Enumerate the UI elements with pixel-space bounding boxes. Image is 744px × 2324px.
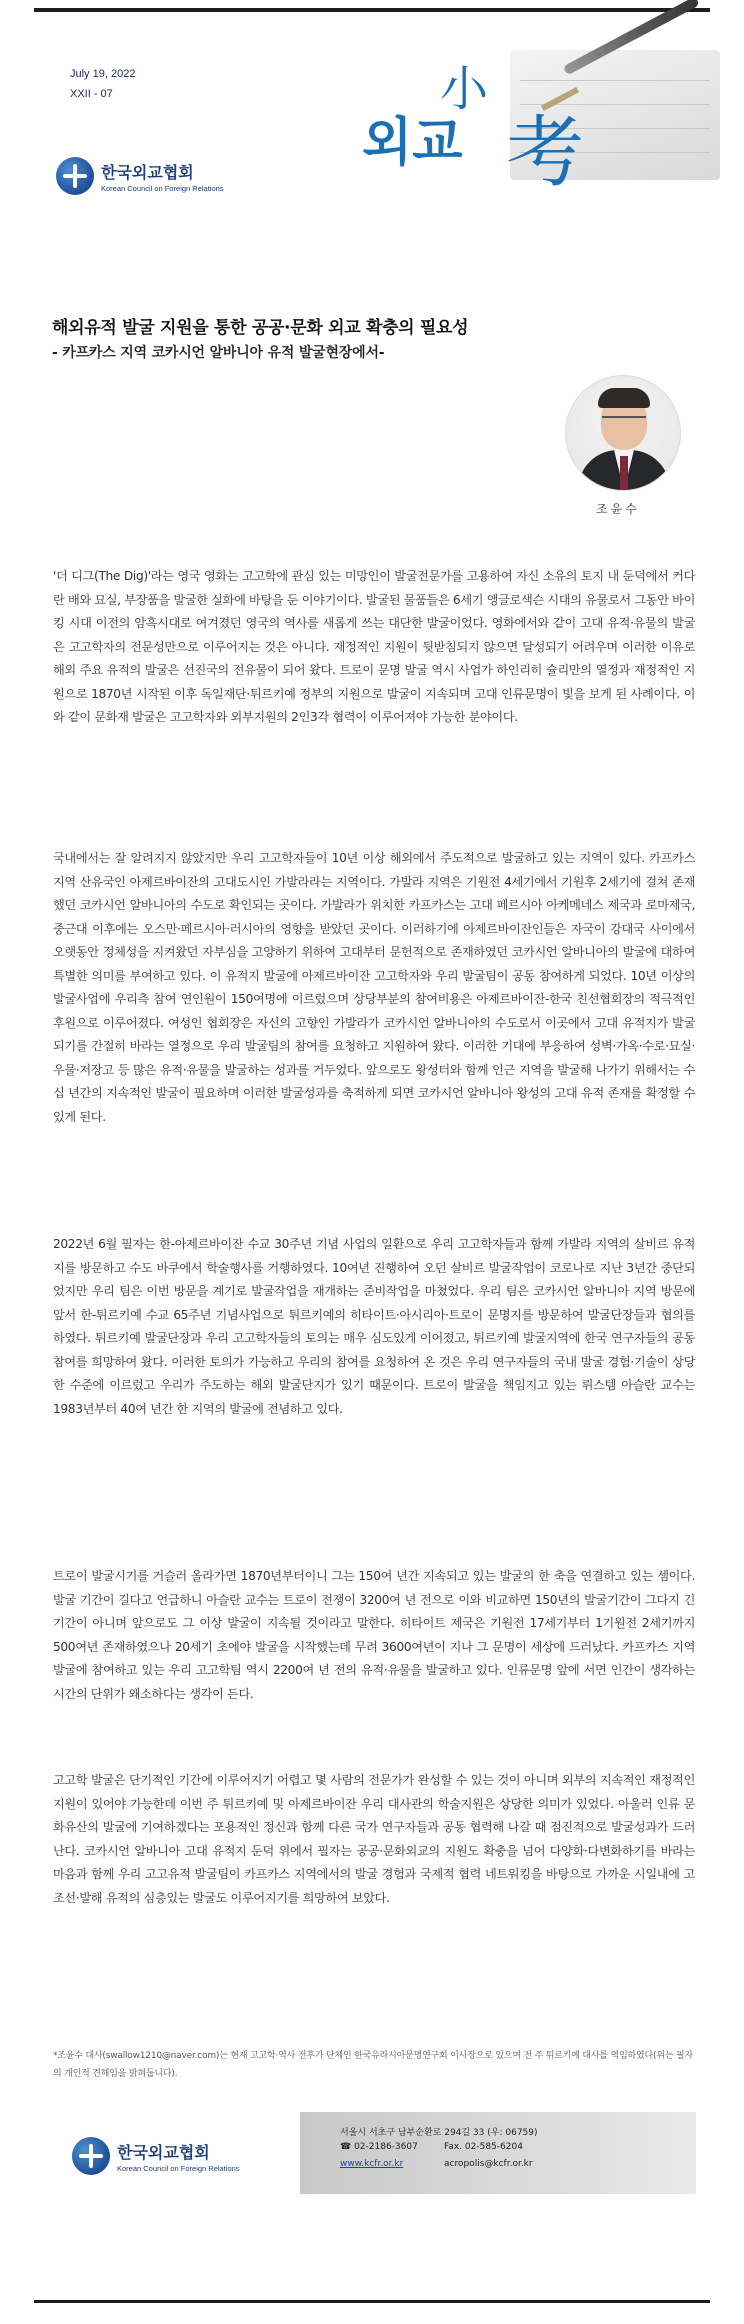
masthead (340, 40, 720, 200)
body-paragraph: '더 디그(The Dig)'라는 영국 영화는 고고학에 관심 있는 미망인이 발굴전문가를 고용하여 자신 소유의 토지 내 둔덕에서 커다란 배와 묘실, 부장품을 발굴한 실화에 바탕을 둔 이야기이다. 발굴된 물품들은 6세기 앵글로색슨 시대의 유물로서 그동안 바이킹 시대 이전의 암흑시대로 여겨졌던 영국의 역사를 새롭게 쓰는 대단한 발굴이었다. 영화에서와 같이 고대 유적·유물의 발굴은 고고학자의 전문성만으로 이루어지는 것은 아니다. 재정적인 지원이 뒷받침되지 않으면 달성되기 어려우며 이러한 이유로 해외 주요 유적의 발굴은 선진국의 전유물이 되어 왔다. 트로이 문명 발굴 역시 사업가 하인리히 슐리만의 열정과 재정적인 지원으로 1870년 시작된 이후 독일재단·튀르키예 정부의 지원으로 발굴이 지속되며 고대 인류문명이 빛을 보게 된 사례이다. 이와 같이 문화재 발굴은 고고학자와 외부지원의 2인3각 협력이 이루어져야 가능한 분야이다. (53, 569, 695, 724)
issue-number: XXII - 07 (70, 88, 113, 100)
footer-phone: ☎ 02-2186-3607 (340, 2142, 418, 2152)
footer-website-link[interactable]: www.kcfr.or.kr (340, 2159, 404, 2169)
footer-email: acropolis@kcfr.or.kr (444, 2159, 533, 2169)
org-name-ko: 한국외교협회 (101, 162, 194, 182)
masthead-small-char: 小 (440, 61, 489, 117)
issue-date: July 19, 2022 (70, 68, 136, 80)
org-logo (56, 154, 316, 198)
footer-address: 서울시 서초구 남부순환로 294길 33 (우: 06759) (340, 2128, 538, 2138)
org-name-en: Korean Council on Foreign Relations (117, 2163, 240, 2173)
org-name-en: Korean Council on Foreign Relations (101, 183, 224, 193)
body-paragraph: 트로이 발굴시기를 거슬러 올라가면 1870년부터이니 그는 150여 년간 지속되고 있는 발굴의 한 축을 연결하고 있는 셈이다. 발굴 기간이 길다고 언급하니 아슬란 교수는 트로이 전쟁이 3200여 년 전으로 이와 비교하면 150년의 발굴기간이 그다지 긴 기간이 아니며 앞으로도 그 이상 발굴이 지속될 것이라고 말한다. 히타이트 제국은 기원전 17세기부터 1기원전 2세기까지 500여년 존재하였으나 20세기 초에야 발굴을 시작했는데 무려 3600여년이 지나 그 문명이 세상에 드러났다. 카프카스 지역 발굴에 참여하고 있는 우리 고고학팀 역시 2200여 년 전의 유적·유물을 발굴하고 있다. 인류문명 앞에 서면 인간이 생각하는 시간의 단위가 왜소하다는 생각이 든다. (53, 1569, 695, 1701)
paper-line (520, 80, 710, 81)
author-photo (565, 375, 681, 491)
article-subtitle: - 카프카스 지역 코카시언 알바니아 유적 발굴현장에서- (52, 345, 385, 361)
author-footnote: *조윤수 대사(swallow1210@naver.com)는 현재 고고학·역사 전후가 단체인 한국유라시아문명연구회 이사장으로 있으며 전 주 튀르키예 대사를 역임하였다(위는 필자의 개인적 견해임을 밝혀둡니다). (53, 2051, 693, 2079)
footer-org-logo (72, 2134, 332, 2178)
body-paragraph: 고고학 발굴은 단기적인 기간에 이루어지기 어렵고 몇 사람의 전문가가 완성할 수 있는 것이 아니며 외부의 지속적인 재정적인 지원이 있어야 가능한데 이번 주 튀르키예 및 아제르바이잔 우리 대사관의 학술지원은 상당한 의미가 있었다. 아울러 인류 문화유산의 발굴에 기여하겠다는 포용적인 정신과 함께 다른 국가 연구자들과 공동 협력해 나갈 때 점진적으로 발굴성과가 드러난다. 코카시언 알바니아 고대 유적지 둔덕 위에서 필자는 공공·문화외교의 지원도 확충을 넘어 다양화·다변화하기를 바라는 마음과 함께 우리 고고유적 발굴팀이 카프카스 지역에서의 발굴 경험과 국제적 협력 네트워킹을 바탕으로 가까운 시일내에 고조선·발해 유적의 심층있는 발굴도 이루어지기를 희망하여 보았다. (53, 1773, 695, 1905)
org-name-ko: 한국외교협회 (117, 2142, 210, 2162)
masthead-think-char: 考 (506, 108, 585, 198)
kcfr-emblem-icon (72, 2137, 110, 2175)
bottom-rule (34, 2300, 710, 2303)
article-title: 해외유적 발굴 지원을 통한 공공·문화 외교 확충의 필요성 (52, 318, 469, 338)
kcfr-emblem-icon (56, 157, 94, 195)
top-rule (34, 8, 710, 12)
footer-fax: Fax. 02-585-6204 (444, 2142, 523, 2152)
author-name: 조윤수 (596, 502, 640, 516)
body-paragraph: 국내에서는 잘 알려지지 않았지만 우리 고고학자들이 10년 이상 해외에서 주도적으로 발굴하고 있는 지역이 있다. 카프카스 지역 산유국인 아제르바이잔의 고대도시인 가발라라는 지역이다. 가발라 지역은 기원전 4세기에서 기원후 2세기에 걸쳐 존재했던 코카시언 알바니아의 수도로 확인되는 곳이다. 가발라가 위치한 카프카스는 고대 페르시아 아케메네스 제국과 로마제국, 중근대 이후에는 오스만·페르시아·러시아의 영향을 받았던 곳이다. 이러하기에 아제르바이잔인들은 자국이 강대국 사이에서 오랫동안 정체성을 지켜왔던 자부심을 고양하기 위하여 고대부터 문헌적으로 존재하였던 코카시언 알바니아의 발굴에 대하여 특별한 의미를 부여하고 있다. 이 유적지 발굴에 아제르바이잔 고고학자와 우리 발굴팀이 공동 참여하게 되었다. 10년 이상의 발굴사업에 우리측 참여 연인원이 150여명에 이르렀으며 상당부분의 참여비용은 아제르바이잔-한국 친선협회장의 적극적인 후원으로 이루어졌다. 여성인 협회장은 자신의 고향인 가발라가 코카시언 알바니아의 수도로서 이곳에서 고대 유적지가 발굴되기를 간절히 바라는 열정으로 우리 발굴팀의 참여를 요청하고 지원하여 왔다. 이러한 기대에 부응하여 성벽·가옥·수로·묘실·우물·저장고 등 많은 유적·유물을 발굴하는 성과를 거두었다. 앞으로도 왕성터와 함께 인근 지역을 발굴해 나가기 위해서는 수십 년간의 지속적인 발굴이 필요하며 이러한 발굴성과를 축적하게 되면 코카시언 알바니아 왕성의 고대 유적 존재를 확정할 수 있게 된다. (53, 851, 695, 1124)
masthead-title: 외교 (362, 113, 463, 173)
body-paragraph: 2022년 6월 필자는 한-아제르바이잔 수교 30주년 기념 사업의 일환으로 우리 고고학자들과 함께 가발라 지역의 살비르 유적지를 방문하고 수도 바쿠에서 학술행사를 거행하였다. 10여년 진행하여 오던 살비르 발굴작업이 코로나로 지난 3년간 중단되었지만 우리 팀은 이번 방문을 계기로 발굴작업을 재개하는 준비작업을 마쳤었다. 우리 팀은 코카시언 알바니아 지역 방문에 앞서 한-튀르키예 수교 65주년 기념사업으로 튀르키예의 히타이트·아시리아·트로이 문명지를 방문하여 발굴단장들과 협의를 하였다. 튀르키예 발굴단장과 우리 고고학자들의 토의는 매우 심도있게 이어졌고, 튀르키예 발굴지역에 한국 연구자들의 공동참여를 희망하여 왔다. 이러한 토의가 가능하고 우리의 참여를 요청하여 온 것은 우리 연구자들의 국내 발굴 경험·기술이 상당한 수준에 이르렀고 우리가 주도하는 해외 발굴단지가 있기 때문이다. 트로이 발굴을 책임지고 있는 뤼스템 아슬란 교수는 1983년부터 40여 년간 한 지역의 발굴에 전념하고 있다. (53, 1237, 695, 1416)
